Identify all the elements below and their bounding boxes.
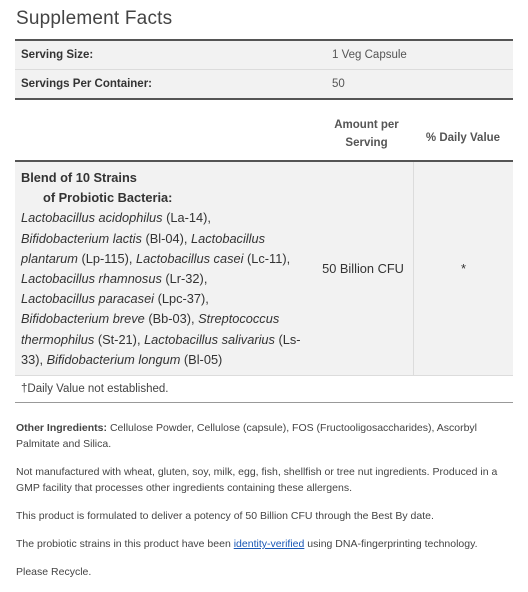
allergen-note: Not manufactured with wheat, gluten, soy, milk, egg, fish, shellfish or tree nut ingredients. Produced in a GMP facility that processes other ingredients containing these allergens. bbox=[16, 466, 498, 494]
verification-text-before: The probiotic strains in this product have been bbox=[16, 538, 231, 550]
serving-size-row bbox=[15, 41, 513, 70]
blend-amount: 50 Billion CFU bbox=[322, 261, 404, 276]
strain-code: (Lp-115) bbox=[81, 250, 129, 266]
strain-name: Lactobacillus casei bbox=[136, 250, 244, 266]
other-ingredients bbox=[16, 420, 506, 452]
page-title: Supplement Facts bbox=[16, 8, 173, 29]
strain-code: (Ls-33) bbox=[21, 331, 301, 367]
serving-size-value: 1 Veg Capsule bbox=[332, 49, 407, 61]
blend-subtitle: of Probiotic Bacteria: bbox=[43, 190, 173, 206]
strain-name: Lactobacillus acidophilus bbox=[21, 210, 163, 226]
strain-name: Lactobacillus plantarum bbox=[21, 230, 265, 266]
blend-description bbox=[15, 162, 313, 375]
servings-per-container-value: 50 bbox=[332, 78, 345, 90]
strain-name: Lactobacillus paracasei bbox=[21, 291, 155, 307]
product-notes bbox=[16, 420, 506, 592]
daily-value-footnote: †Daily Value not established. bbox=[15, 375, 513, 402]
strain-code: (Bb-03) bbox=[148, 311, 191, 327]
servings-per-container-row bbox=[15, 70, 513, 98]
strain-code: (La-14) bbox=[166, 210, 208, 226]
probiotic-blend-row bbox=[15, 162, 513, 375]
strain-name: Bifidobacterium lactis bbox=[21, 230, 142, 246]
strain-code: (Lpc-37) bbox=[157, 291, 206, 307]
recycle-note: Please Recycle. bbox=[16, 566, 92, 578]
strain-name: Lactobacillus salivarius bbox=[144, 331, 275, 347]
strain-code: (Lc-11) bbox=[247, 250, 287, 266]
other-ingredients-label: Other Ingredients: bbox=[16, 422, 108, 434]
strain-name: Bifidobacterium longum bbox=[46, 351, 181, 367]
column-header-row bbox=[15, 98, 513, 162]
strain-code: (Lr-32) bbox=[165, 271, 204, 287]
strain-name: Lactobacillus rhamnosus bbox=[21, 271, 162, 287]
identity-verified-link[interactable]: identity-verified bbox=[233, 538, 305, 550]
strain-code: (Bl-04) bbox=[145, 230, 184, 246]
verification-text-after: using DNA-fingerprinting technology. bbox=[307, 538, 478, 550]
other-ingredients-text: Cellulose Powder, Cellulose (capsule), FOS (Fructooligosaccharides), Ascorbyl Palmitate and Silica. bbox=[16, 422, 478, 450]
strain-name: Streptococcus thermophilus bbox=[21, 311, 280, 347]
servings-per-container-label: Servings Per Container: bbox=[21, 78, 153, 90]
strain-name: Bifidobacterium breve bbox=[21, 311, 145, 327]
daily-value-header: % Daily Value bbox=[425, 132, 501, 144]
strain-code: (St-21) bbox=[97, 331, 137, 347]
supplement-facts-table bbox=[15, 39, 513, 403]
potency-note: This product is formulated to deliver a potency of 50 Billion CFU through the Best By date. bbox=[16, 510, 434, 522]
strain-list: Lactobacillus acidophilus (La-14), Bifidobacterium lactis (Bl-04), Lactobacillus plantarum (Lp-115), Lactobacillus casei (Lc-11), Lactobacillus rhamnosus (Lr-32), Lactobacillus paracasei (Lpc-37), Bifidobacterium breve (Bb-03), Streptococcus thermophilus (St-21), Lactobacillus salivarius (Ls-33), Bifidobacterium longum (Bl-05) bbox=[21, 210, 301, 367]
blend-title: Blend of 10 Strains bbox=[21, 170, 137, 185]
amount-per-serving-header: Amount per Serving bbox=[334, 119, 399, 149]
strain-code: (Bl-05) bbox=[183, 351, 223, 367]
serving-size-label: Serving Size: bbox=[21, 49, 94, 61]
blend-daily-value: * bbox=[413, 162, 513, 375]
verification-note bbox=[16, 536, 506, 552]
